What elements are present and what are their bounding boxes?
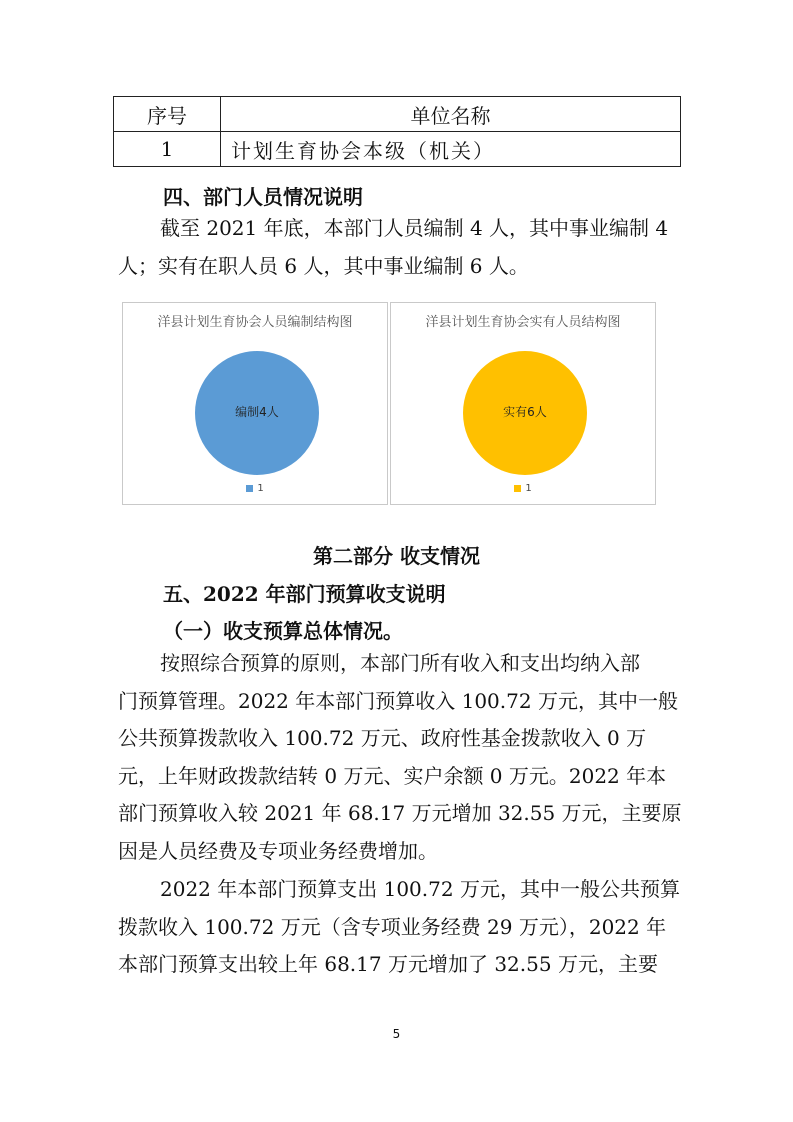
- table-header-cell: 单位名称: [221, 97, 681, 132]
- unit-table: [113, 96, 681, 167]
- chart-legend: [391, 483, 655, 494]
- table-header-row: [114, 97, 681, 132]
- paragraph-line: 本部门预算支出较上年 68.17 万元增加了 32.55 万元，主要: [118, 952, 658, 976]
- paragraph-line: 部门预算收入较 2021 年 68.17 万元增加 32.55 万元，主要原: [118, 801, 682, 825]
- paragraph-line: 按照综合预算的原则，本部门所有收入和支出均纳入部: [160, 651, 640, 675]
- page-number: 5: [392, 1027, 401, 1041]
- paragraph-income: [118, 645, 682, 870]
- pie-chart-actual: [390, 302, 656, 505]
- paragraph-line: 拨款收入 100.72 万元（含专项业务经费 29 万元），2022 年: [118, 914, 667, 939]
- section-heading-staff: 四、部门人员情况说明: [163, 185, 363, 209]
- legend-swatch: [246, 485, 253, 492]
- table-cell: 计划生育协会本级（机关）: [221, 132, 681, 167]
- paragraph-staff: [118, 210, 678, 285]
- pie-slice-label: 实有6人: [503, 405, 547, 419]
- chart-legend: [123, 483, 387, 494]
- paragraph-expenditure: [118, 871, 678, 984]
- pie-chart-staffing: [122, 302, 388, 505]
- paragraph-line: 公共预算拨款收入 100.72 万元、政府性基金拨款收入 0 万: [118, 726, 647, 750]
- pie-slice-actual: [463, 351, 587, 475]
- pie-slice-label: 编制4人: [235, 405, 279, 419]
- chart-title: 洋县计划生育协会人员编制结构图: [157, 315, 353, 330]
- paragraph-line: 元，上年财政拨款结转 0 万元、实户余额 0 万元。2022 年本: [118, 763, 667, 788]
- chart-title: 洋县计划生育协会实有人员结构图: [425, 315, 621, 330]
- part-title: 第二部分 收支情况: [313, 544, 480, 568]
- table-row: [114, 132, 681, 167]
- table-cell: 1: [114, 132, 221, 167]
- paragraph-line: 2022 年本部门预算支出 100.72 万元，其中一般公共预算: [160, 877, 680, 901]
- legend-swatch: [514, 485, 521, 492]
- table-header-cell: 序号: [114, 97, 221, 132]
- legend-label: 1: [525, 483, 532, 494]
- legend-label: 1: [257, 483, 264, 494]
- paragraph-line: 人；实有在职人员 6 人，其中事业编制 6 人。: [118, 253, 529, 278]
- pie-charts: [122, 302, 671, 505]
- paragraph-line: 截至 2021 年底，本部门人员编制 4 人，其中事业编制 4: [160, 216, 669, 240]
- pie-slice-staffing: [195, 351, 319, 475]
- paragraph-line: 因是人员经费及专项业务经费增加。: [118, 838, 438, 863]
- section-heading-budget: 五、2022 年部门预算收支说明: [163, 582, 446, 606]
- paragraph-line: 门预算管理。2022 年本部门预算收入 100.72 万元，其中一般: [118, 688, 678, 713]
- subsection-heading: （一）收支预算总体情况。: [163, 619, 403, 643]
